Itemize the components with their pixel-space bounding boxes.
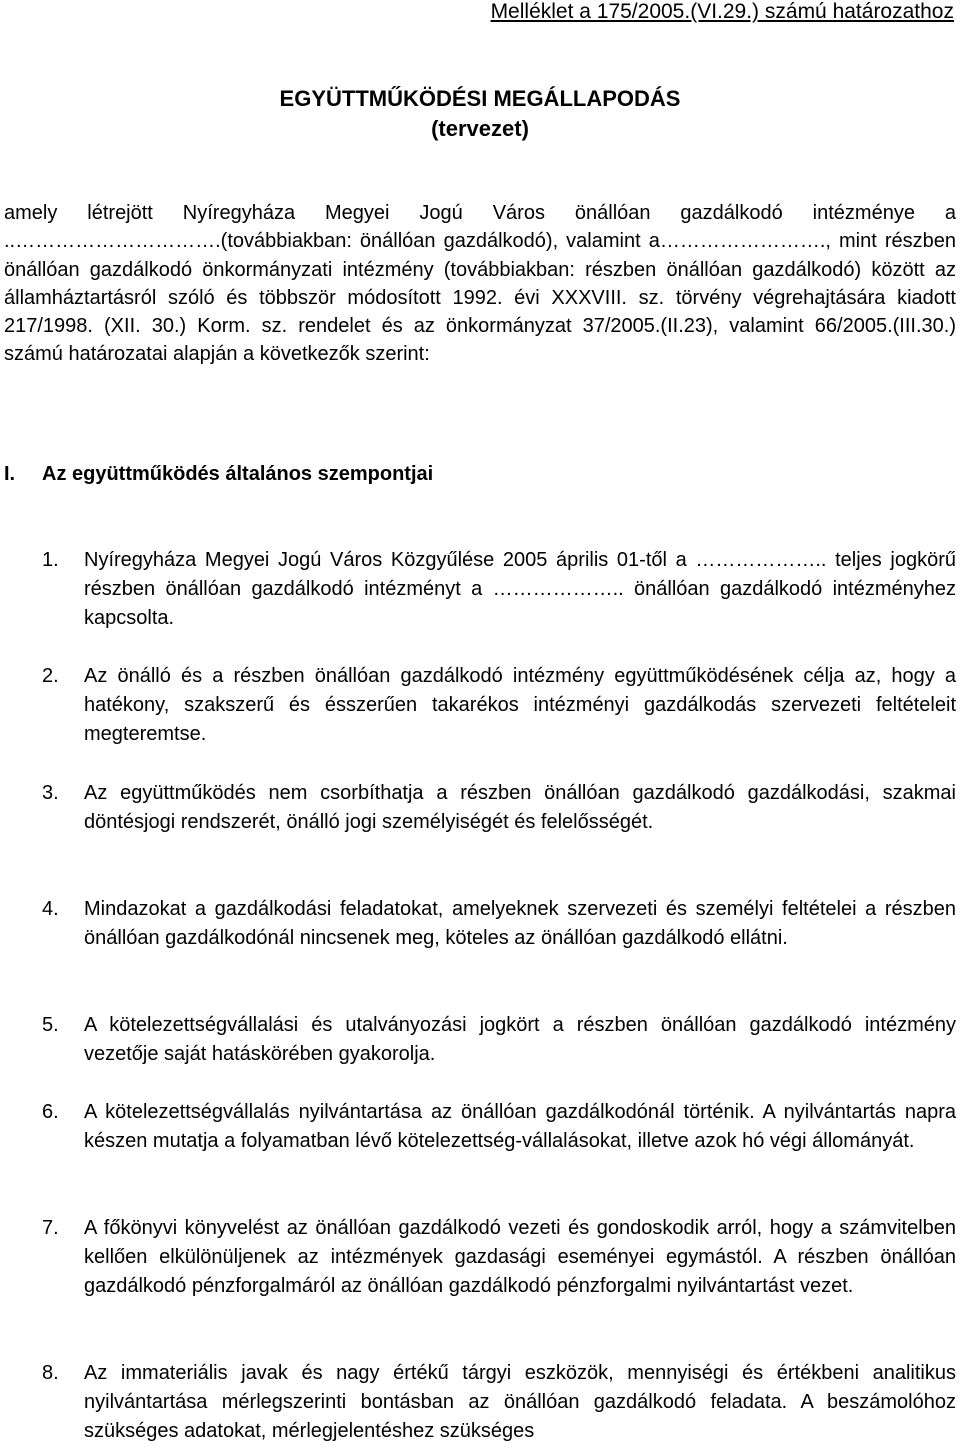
item-text: Nyíregyháza Megyei Jogú Város Közgyűlése 2005 április 01-től a ……………….. teljes jogkörű részben önállóan gazdálkodó intézményt a ……………….. önállóan gazdálkodó intézményhez kapcsolta.: [84, 549, 956, 629]
list-item: [42, 546, 956, 633]
item-text: A kötelezettségvállalás nyilvántartása az önállóan gazdálkodónál történik. A nyilvántartás napra készen mutatja a folyamatban lévő kötelezettség-vállalásokat, illetve azok hó végi állományát.: [84, 1101, 956, 1152]
list-item: [42, 779, 956, 837]
item-text: Az önálló és a részben önállóan gazdálkodó intézmény együttműködésének célja az, hogy a hatékony, szakszerű és ésszerűen takarékos intézményi gazdálkodás szervezeti feltételeit megteremtse.: [84, 665, 956, 745]
list-item: [42, 1098, 956, 1156]
item-number: 6.: [42, 1101, 59, 1123]
intro-paragraph: amely létrejött Nyíregyháza Megyei Jogú Város önállóan gazdálkodó intézménye a ..………………………….(továbbiakban: önállóan gazdálkodó), valamint a……………………., mint részben önállóan gazdálkodó önkormányzati intézmény (továbbiakban: részben önállóan gazdálkodó) között az államháztartásról szóló és többször módosított 1992. évi XXXVIII. sz. törvény végrehajtására kiadott 217/1998. (XII. 30.) Korm. sz. rendelet és az önkormányzat 37/2005.(II.23), valamint 66/2005.(III.30.) számú határozatai alapján a következők szerint:: [4, 202, 956, 366]
item-number: 3.: [42, 782, 59, 804]
item-text: Mindazokat a gazdálkodási feladatokat, amelyeknek szervezeti és személyi feltételei a részben önállóan gazdálkodónál nincsenek meg, köteles az önállóan gazdálkodó ellátni.: [84, 898, 956, 949]
list-item: [42, 895, 956, 953]
item-text: A kötelezettségvállalási és utalványozási jogkört a részben önállóan gazdálkodó intézmény vezetője saját hatáskörében gyakorolja.: [84, 1014, 956, 1065]
item-text: A főkönyvi könyvelést az önállóan gazdálkodó vezeti és gondoskodik arról, hogy a számvitelben kellően elkülönüljenek az intézmények gazdasági eseményei egymástól. A részben önállóan gazdálkodó pénzforgalmáról az önállóan gazdálkodó pénzforgalmi nyilvántartást vezet.: [84, 1217, 956, 1297]
list-item: [42, 1011, 956, 1069]
item-text: Az együttműködés nem csorbíthatja a részben önállóan gazdálkodó gazdálkodási, szakmai döntésjogi rendszerét, önálló jogi személyiségét és felelősségét.: [84, 782, 956, 833]
item-number: 5.: [42, 1014, 59, 1036]
section-title: Az együttműködés általános szempontjai: [42, 463, 434, 485]
item-number: 8.: [42, 1362, 59, 1384]
item-number: 7.: [42, 1217, 59, 1239]
section-number: I.: [4, 463, 16, 485]
document-title: EGYÜTTMŰKÖDÉSI MEGÁLLAPODÁS: [279, 86, 681, 111]
item-text: Az immateriális javak és nagy értékű tárgyi eszközök, mennyiségi és értékbeni analitikus nyilvántartása mérlegszerinti bontásban az önállóan gazdálkodó feladata. A beszámolóhoz szükséges adatokat, mérlegjelentéshez szükséges: [84, 1362, 956, 1442]
list-item: [42, 1214, 956, 1301]
section-heading: [4, 460, 433, 488]
item-number: 2.: [42, 665, 59, 687]
item-number: 4.: [42, 898, 59, 920]
item-number: 1.: [42, 549, 59, 571]
list-item: [42, 662, 956, 749]
header-reference: Melléklet a 175/2005.(VI.29.) számú határozathoz: [490, 0, 954, 23]
document-subtitle: (tervezet): [431, 116, 529, 141]
list-item: [42, 1359, 956, 1446]
